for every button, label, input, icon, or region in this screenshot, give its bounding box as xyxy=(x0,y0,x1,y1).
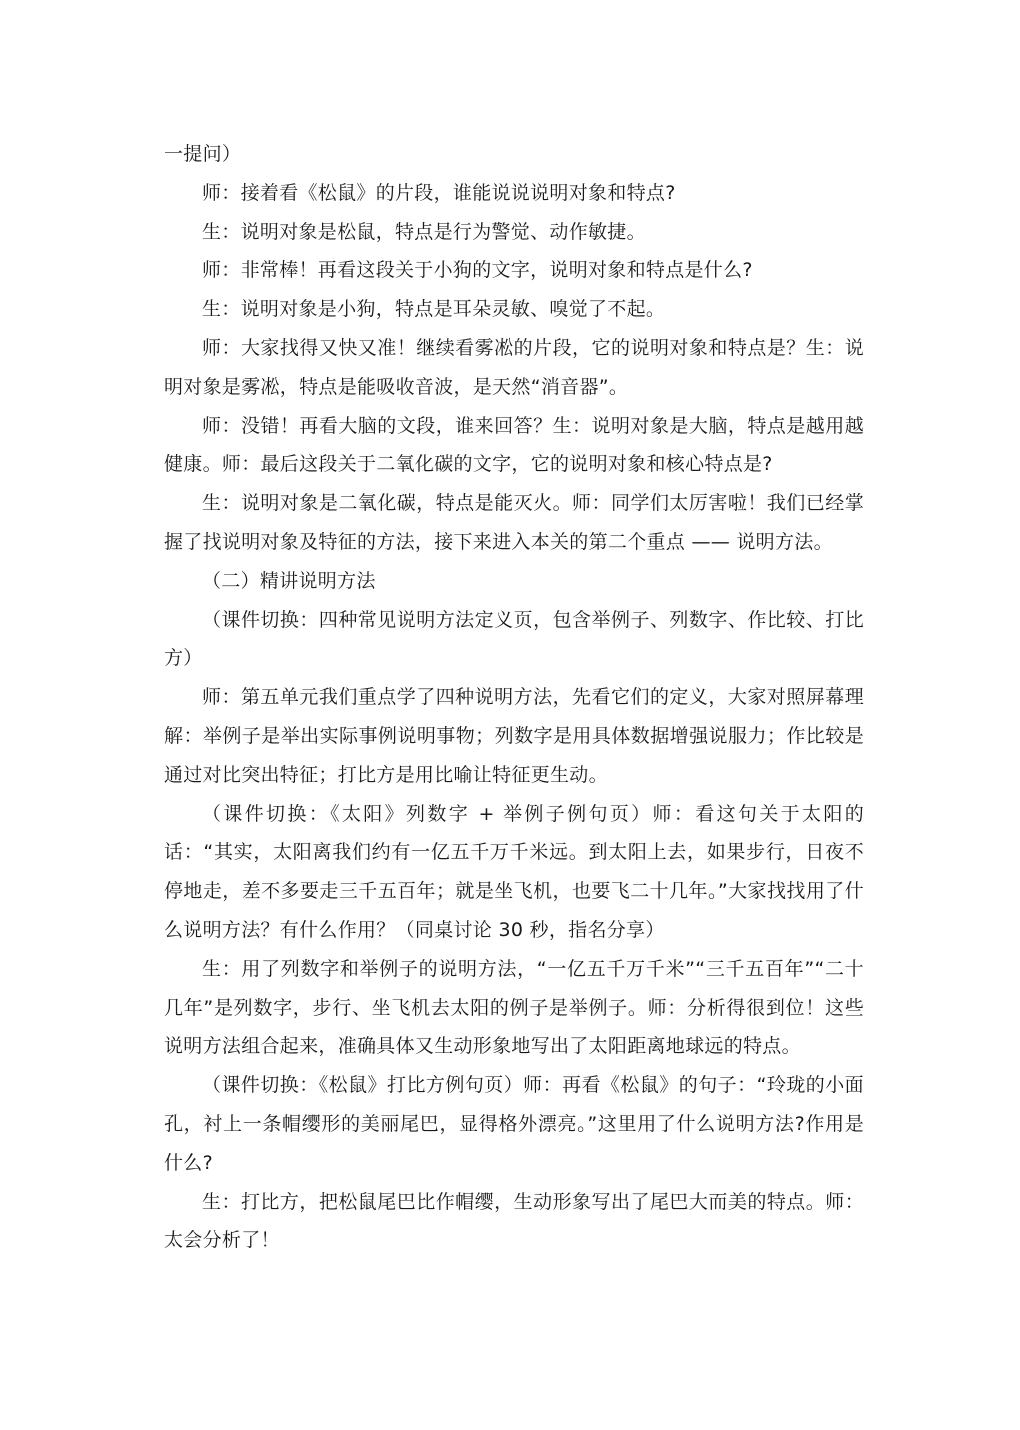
paragraph: （课件切换：《松鼠》打比方例句页）师：再看《松鼠》的句子：“玲珑的小面孔，衬上一条帽缨形的美丽尾巴，显得格外漂亮。”这里用了什么说明方法?作用是什么? xyxy=(164,1074,864,1174)
paragraph: 生：用了列数字和举例子的说明方法，“一亿五千万千米”“三千五百年”“二十几年”是列数字，步行、坐飞机去太阳的例子是举例子。师：分析得很到位！这些说明方法组合起来，准确具体又生动形象地写出了太阳距离地球远的特点。 xyxy=(164,957,864,1058)
paragraph: 生：说明对象是松鼠，特点是行为警觉、动作敏捷。 xyxy=(202,220,646,243)
paragraph: 生：说明对象是二氧化碳，特点是能灭火。师：同学们太厉害啦！我们已经掌握了找说明对象及特征的方法，接下来进入本关的第二个重点 —— 说明方法。 xyxy=(164,492,864,553)
paragraph: 师：没错！再看大脑的文段，谁来回答？生：说明对象是大脑，特点是越用越健康。师：最后这段关于二氧化碳的文字，它的说明对象和核心特点是? xyxy=(164,414,864,476)
paragraph: 师：接着看《松鼠》的片段，谁能说说说明对象和特点? xyxy=(202,181,676,204)
paragraph: 生：打比方，把松鼠尾巴比作帽缨，生动形象写出了尾巴大而美的特点。师：太会分析了！ xyxy=(164,1190,864,1252)
paragraph: （课件切换：《太阳》列数字 + 举例子例句页）师：看这句关于太阳的话：“其实，太阳离我们约有一亿五千万千米远。到太阳上去，如果步行，日夜不停地走，差不多要走三千五百年；就是坐飞机，也要飞二十几年。”大家找找用了什么说明方法？有什么作用？（同桌讨论 30 秒，指名分享） xyxy=(164,802,864,941)
paragraph: 一提问） xyxy=(164,143,242,165)
paragraph: 师：大家找得又快又准！继续看雾凇的片段，它的说明对象和特点是？生：说明对象是雾凇，特点是能吸收音波，是天然“消音器”。 xyxy=(164,336,864,398)
lesson-transcript xyxy=(164,135,864,1260)
paragraph: 师：非常棒！再看这段关于小狗的文字，说明对象和特点是什么? xyxy=(202,259,753,282)
section-heading: （二）精讲说明方法 xyxy=(202,569,376,592)
paragraph: 生：说明对象是小狗，特点是耳朵灵敏、嗅觉了不起。 xyxy=(202,298,666,321)
paragraph: （课件切换：四种常见说明方法定义页，包含举例子、列数字、作比较、打比方） xyxy=(164,608,864,670)
paragraph: 师：第五单元我们重点学了四种说明方法，先看它们的定义，大家对照屏幕理解：举例子是举出实际事例说明事物；列数字是用具体数据增强说服力；作比较是通过对比突出特征；打比方是用比喻让特征更生动。 xyxy=(164,686,864,786)
